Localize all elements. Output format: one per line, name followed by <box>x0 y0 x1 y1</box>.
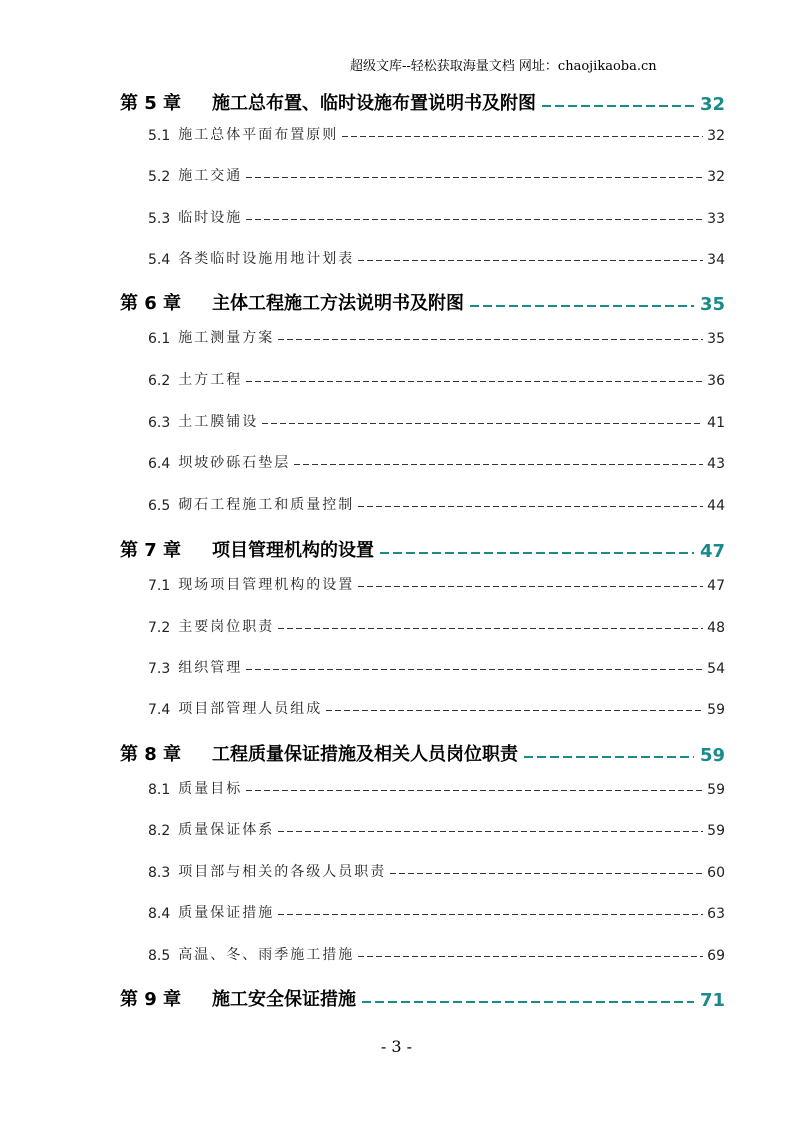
toc-dot-leader <box>326 710 703 711</box>
toc-entry-page: 59 <box>707 782 725 798</box>
toc-entry-page: 43 <box>707 456 725 472</box>
toc-chapter-entry[interactable] <box>120 285 725 315</box>
toc-entry-number: 8.3 <box>148 865 171 881</box>
toc-entry-number: 6.3 <box>148 415 171 431</box>
toc-entry-number: 8.1 <box>148 782 171 798</box>
toc-entry-page: 59 <box>699 745 725 766</box>
toc-dot-leader <box>278 339 703 340</box>
toc-entry-number: 7.1 <box>148 578 171 594</box>
toc-entry-title: 质量保证体系 <box>178 822 275 838</box>
toc-entry-page: 32 <box>707 128 725 144</box>
toc-entry-page: 63 <box>707 906 725 922</box>
toc-entry-title: 施工安全保证措施 <box>212 989 356 1010</box>
toc-entry-title: 施工总布置、临时设施布置说明书及附图 <box>212 93 536 114</box>
toc-entry-number: 6.4 <box>148 456 171 472</box>
toc-entry-number: 5.4 <box>148 252 171 268</box>
toc-entry-page: 41 <box>707 415 725 431</box>
toc-entry-number: 7.4 <box>148 702 171 718</box>
toc-section-entry[interactable] <box>120 161 725 185</box>
toc-section-entry[interactable] <box>120 694 725 718</box>
toc-entry-page: 33 <box>707 211 725 227</box>
toc-entry-title: 项目管理机构的设置 <box>212 540 374 561</box>
toc-dot-leader <box>470 305 694 307</box>
toc-section-entry[interactable] <box>120 120 725 144</box>
toc-entry-title: 主体工程施工方法说明书及附图 <box>212 293 464 314</box>
toc-section-entry[interactable] <box>120 570 725 594</box>
toc-section-entry[interactable] <box>120 815 725 839</box>
toc-entry-page: 54 <box>707 661 725 677</box>
toc-entry-title: 施工交通 <box>178 168 243 184</box>
toc-section-entry[interactable] <box>120 653 725 677</box>
toc-section-entry[interactable] <box>120 857 725 881</box>
toc-entry-number: 8.2 <box>148 823 171 839</box>
toc-section-entry[interactable] <box>120 898 725 922</box>
toc-entry-page: 34 <box>707 252 725 268</box>
toc-dot-leader <box>358 506 703 507</box>
toc-dot-leader <box>358 586 703 587</box>
toc-dot-leader <box>246 381 703 382</box>
toc-entry-title: 土工膜铺设 <box>178 414 259 430</box>
toc-dot-leader <box>262 423 703 424</box>
toc-entry-title: 施工测量方案 <box>178 330 275 346</box>
toc-entry-title: 临时设施 <box>178 210 243 226</box>
toc-entry-page: 59 <box>707 823 725 839</box>
toc-chapter-entry[interactable] <box>120 736 725 766</box>
toc-entry-page: 35 <box>699 294 725 315</box>
toc-entry-number: 5.1 <box>148 128 171 144</box>
toc-entry-page: 60 <box>707 865 725 881</box>
toc-dot-leader <box>342 136 703 137</box>
toc-entry-number: 第 6 章 <box>120 293 182 314</box>
toc-entry-title: 项目部管理人员组成 <box>178 701 323 717</box>
toc-dot-leader <box>358 260 703 261</box>
toc-entry-page: 69 <box>707 948 725 964</box>
toc-entry-title: 现场项目管理机构的设置 <box>178 577 355 593</box>
toc-section-entry[interactable] <box>120 490 725 514</box>
toc-entry-title: 坝坡砂砾石垫层 <box>178 455 291 471</box>
toc-entry-number: 6.1 <box>148 331 171 347</box>
toc-dot-leader <box>294 464 703 465</box>
toc-entry-page: 48 <box>707 620 725 636</box>
page-header: 超级文库--轻松获取海量文档 网址：chaojikaoba.cn <box>350 59 657 74</box>
toc-section-entry[interactable] <box>120 612 725 636</box>
toc-section-entry[interactable] <box>120 203 725 227</box>
toc-entry-number: 7.3 <box>148 661 171 677</box>
toc-entry-page: 32 <box>707 169 725 185</box>
toc-entry-page: 32 <box>699 94 725 115</box>
toc-entry-title: 主要岗位职责 <box>178 619 275 635</box>
toc-entry-number: 第 8 章 <box>120 744 182 765</box>
toc-entry-title: 施工总体平面布置原则 <box>178 127 339 143</box>
toc-dot-leader <box>278 831 703 832</box>
toc-entry-number: 第 7 章 <box>120 540 182 561</box>
toc-dot-leader <box>278 914 703 915</box>
toc-entry-page: 47 <box>707 578 725 594</box>
toc-dot-leader <box>246 219 703 220</box>
toc-entry-title: 质量目标 <box>178 781 243 797</box>
toc-entry-title: 各类临时设施用地计划表 <box>178 251 355 267</box>
toc-dot-leader <box>246 790 703 791</box>
toc-entry-number: 5.3 <box>148 211 171 227</box>
toc-section-entry[interactable] <box>120 448 725 472</box>
toc-section-entry[interactable] <box>120 774 725 798</box>
page-number: - 3 - <box>380 1037 413 1056</box>
toc-chapter-entry[interactable] <box>120 532 725 562</box>
toc-entry-title: 砌石工程施工和质量控制 <box>178 497 355 513</box>
toc-entry-page: 44 <box>707 498 725 514</box>
toc-dot-leader <box>246 669 703 670</box>
toc-section-entry[interactable] <box>120 940 725 964</box>
toc-entry-number: 6.5 <box>148 498 171 514</box>
toc-entry-page: 35 <box>707 331 725 347</box>
toc-dot-leader <box>542 105 694 107</box>
toc-entry-title: 高温、冬、雨季施工措施 <box>178 947 355 963</box>
toc-entry-title: 项目部与相关的各级人员职责 <box>178 864 387 880</box>
toc-entry-page: 59 <box>707 702 725 718</box>
toc-entry-number: 8.5 <box>148 948 171 964</box>
toc-entry-title: 质量保证措施 <box>178 905 275 921</box>
toc-entry-title: 土方工程 <box>178 372 243 388</box>
toc-entry-page: 47 <box>699 541 725 562</box>
toc-entry-number: 5.2 <box>148 169 171 185</box>
toc-dot-leader <box>380 552 694 554</box>
toc-dot-leader <box>358 956 703 957</box>
toc-entry-number: 第 5 章 <box>120 93 182 114</box>
toc-entry-number: 8.4 <box>148 906 171 922</box>
toc-section-entry[interactable] <box>120 407 725 431</box>
toc-entry-number: 7.2 <box>148 620 171 636</box>
toc-dot-leader <box>524 756 694 758</box>
toc-entry-number: 第 9 章 <box>120 989 182 1010</box>
toc-dot-leader <box>278 628 703 629</box>
toc-entry-page: 36 <box>707 373 725 389</box>
toc-section-entry[interactable] <box>120 323 725 347</box>
toc-dot-leader <box>362 1001 694 1003</box>
toc-dot-leader <box>390 873 703 874</box>
toc-entry-title: 工程质量保证措施及相关人员岗位职责 <box>212 744 518 765</box>
toc-entry-number: 6.2 <box>148 373 171 389</box>
toc-section-entry[interactable] <box>120 244 725 268</box>
toc-chapter-entry[interactable] <box>120 981 725 1011</box>
toc-entry-page: 71 <box>699 990 725 1011</box>
toc-chapter-entry[interactable] <box>120 85 725 115</box>
toc-dot-leader <box>246 177 703 178</box>
toc-section-entry[interactable] <box>120 365 725 389</box>
toc-entry-title: 组织管理 <box>178 660 243 676</box>
